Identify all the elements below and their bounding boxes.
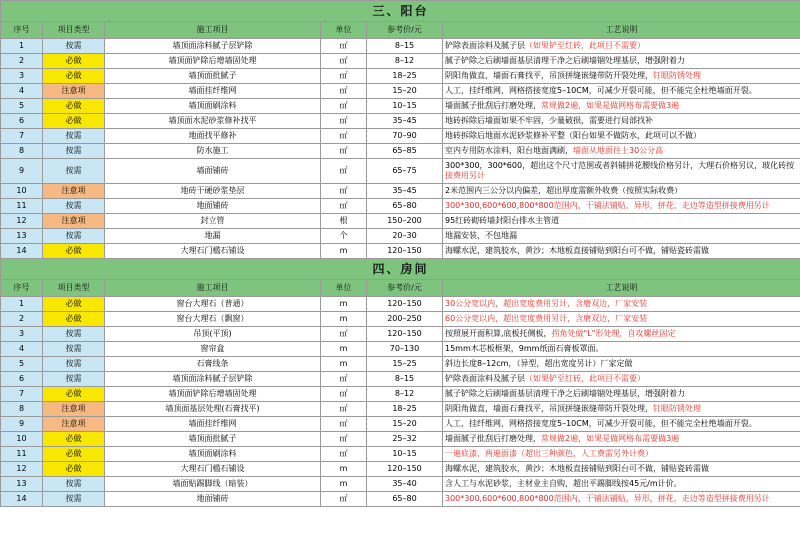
- row-number: 2: [1, 312, 43, 327]
- row-unit: m: [321, 357, 367, 372]
- table-row: [1, 297, 800, 312]
- table-row: [1, 447, 800, 462]
- row-description: [443, 477, 800, 492]
- table-row: [1, 159, 800, 184]
- row-number: 1: [1, 39, 43, 54]
- row-unit: ㎡: [321, 432, 367, 447]
- row-type: 必做: [43, 54, 105, 69]
- row-description: [443, 342, 800, 357]
- row-item: 大理石门槛石铺设: [105, 462, 321, 477]
- row-item: 地漏: [105, 229, 321, 244]
- description-text: 地砖拆除后墙面如果不牢固，少量破损，需要进行局部找补: [445, 116, 653, 125]
- table-row: [1, 229, 800, 244]
- row-type: 按需: [43, 357, 105, 372]
- section-title: 三、阳台: [1, 1, 800, 22]
- row-type: 必做: [43, 297, 105, 312]
- table-row: [1, 214, 800, 229]
- row-type: 按需: [43, 199, 105, 214]
- table-row: [1, 372, 800, 387]
- row-description: [443, 297, 800, 312]
- description-highlight: 30公分宽以内，超出宽度费用另计，含磨双边，厂家安装: [445, 299, 648, 308]
- description-highlight: 常规做2遍，如果是做网格布需要做3遍: [541, 101, 680, 110]
- header-price: 参考价/元: [367, 280, 443, 297]
- row-description: [443, 144, 800, 159]
- row-item: 大理石门槛石铺设: [105, 244, 321, 259]
- header-item: 施工项目: [105, 280, 321, 297]
- row-unit: ㎡: [321, 54, 367, 69]
- row-description: [443, 214, 800, 229]
- description-highlight: 60公分宽以内，超出宽度费用另计，含磨双边，厂家安装: [445, 314, 648, 323]
- description-highlight: （如果铲至红砖，此项目不需要）: [525, 374, 645, 383]
- row-price: 8–12: [367, 387, 443, 402]
- row-unit: m: [321, 477, 367, 492]
- row-item: 窗台大理石（飘窗）: [105, 312, 321, 327]
- row-number: 2: [1, 54, 43, 69]
- description-text: 室内专用防水涂料，阳台地面满刷，: [445, 146, 573, 155]
- header-type: 项目类型: [43, 280, 105, 297]
- row-item: 墙顶面批腻子: [105, 432, 321, 447]
- description-highlight: 钉眼防锈处理: [653, 71, 701, 80]
- row-unit: ㎡: [321, 447, 367, 462]
- row-price: 120–150: [367, 297, 443, 312]
- section-title-row: [1, 259, 800, 280]
- row-number: 13: [1, 229, 43, 244]
- row-description: [443, 159, 800, 184]
- row-type: 按需: [43, 492, 105, 507]
- row-number: 4: [1, 342, 43, 357]
- table-row: [1, 39, 800, 54]
- row-item: 墙顶面刷涂料: [105, 99, 321, 114]
- row-unit: ㎡: [321, 144, 367, 159]
- row-type: 按需: [43, 129, 105, 144]
- row-unit: ㎡: [321, 199, 367, 214]
- row-description: [443, 199, 800, 214]
- description-text: 15mm木芯板框架，9mm纸面石膏板罩面。: [445, 344, 604, 353]
- description-text: 300*300，300*600，超出这个尺寸范围或者斜铺拼花腰线价格另计，大理石价格另议，玻化砖按: [445, 161, 795, 170]
- row-price: 65–75: [367, 159, 443, 184]
- row-number: 6: [1, 114, 43, 129]
- row-unit: ㎡: [321, 402, 367, 417]
- row-price: 65–85: [367, 144, 443, 159]
- row-unit: ㎡: [321, 387, 367, 402]
- row-unit: ㎡: [321, 327, 367, 342]
- row-description: [443, 99, 800, 114]
- row-number: 4: [1, 84, 43, 99]
- row-unit: ㎡: [321, 39, 367, 54]
- row-price: 70–130: [367, 342, 443, 357]
- header-type: 项目类型: [43, 22, 105, 39]
- description-highlight: 一遍底漆，两遍面漆（超出三种颜色，人工费需另外计费）: [445, 449, 653, 458]
- row-price: 8–15: [367, 39, 443, 54]
- row-type: 按需: [43, 144, 105, 159]
- section-title: 四、房间: [1, 259, 800, 280]
- header-row: [1, 22, 800, 39]
- row-number: 14: [1, 244, 43, 259]
- row-unit: 根: [321, 214, 367, 229]
- table-row: [1, 199, 800, 214]
- row-type: 注意项: [43, 214, 105, 229]
- table-row: [1, 129, 800, 144]
- row-type: 按需: [43, 342, 105, 357]
- row-number: 9: [1, 417, 43, 432]
- row-description: [443, 54, 800, 69]
- table-row: [1, 244, 800, 259]
- row-item: 墙顶面水泥砂浆修补找平: [105, 114, 321, 129]
- table-row: [1, 357, 800, 372]
- row-description: [443, 387, 800, 402]
- row-unit: ㎡: [321, 99, 367, 114]
- row-number: 3: [1, 69, 43, 84]
- row-description: [443, 69, 800, 84]
- description-highlight: 接费用另计: [445, 171, 485, 180]
- row-item: 墙顶面基层处理(石膏找平): [105, 402, 321, 417]
- description-text: 地漏安装，不包地漏: [445, 231, 517, 240]
- row-price: 20–30: [367, 229, 443, 244]
- row-description: [443, 462, 800, 477]
- row-type: 必做: [43, 114, 105, 129]
- row-description: [443, 229, 800, 244]
- row-item: 石膏线条: [105, 357, 321, 372]
- row-item: 墙顶面涂料腻子层铲除: [105, 372, 321, 387]
- table-row: [1, 327, 800, 342]
- description-text: 斜边长度8–12cm，（异型，超出宽度另计）厂家定做: [445, 359, 633, 368]
- row-number: 8: [1, 144, 43, 159]
- row-price: 35–45: [367, 184, 443, 199]
- row-price: 8–12: [367, 54, 443, 69]
- row-description: [443, 492, 800, 507]
- row-price: 8–15: [367, 372, 443, 387]
- row-item: 封立管: [105, 214, 321, 229]
- row-type: 按需: [43, 477, 105, 492]
- row-price: 35–40: [367, 477, 443, 492]
- description-text: 腻子铲除之后刷墙面基层清理干净之后刷墙锢处理基层，增强附着力: [445, 389, 685, 398]
- table-row: [1, 99, 800, 114]
- description-text: 铲除表面涂料及腻子层: [445, 41, 525, 50]
- row-unit: ㎡: [321, 184, 367, 199]
- row-description: [443, 372, 800, 387]
- row-unit: ㎡: [321, 129, 367, 144]
- row-item: 地砖干硬砂浆垫层: [105, 184, 321, 199]
- description-highlight: 常规做2遍，如果是做网格布需要做3遍: [541, 434, 680, 443]
- description-text: 人工，挂纤维网，网格搭接宽度5–10CM，可减少开裂可能，但不能完全杜绝墙面开裂。: [445, 86, 757, 95]
- description-text: 2米范围内三公分以内偏差，超出厚度需额外收费（按照实际收费）: [445, 186, 683, 195]
- table-row: [1, 387, 800, 402]
- table-row: [1, 69, 800, 84]
- row-description: [443, 402, 800, 417]
- row-type: 注意项: [43, 402, 105, 417]
- row-number: 7: [1, 129, 43, 144]
- row-item: 墙面挂纤维网: [105, 417, 321, 432]
- table-row: [1, 184, 800, 199]
- row-item: 墙顶面铲除后增墙固处理: [105, 387, 321, 402]
- description-text: 阴阳角做直，墙面石膏找平，吊顶拼缝嵌缝带防开裂处理，: [445, 404, 653, 413]
- description-text: 地砖拆除后地面水泥砂浆修补平整（阳台如果不做防水，此项可以不做）: [445, 131, 701, 140]
- row-type: 必做: [43, 432, 105, 447]
- row-price: 120–150: [367, 244, 443, 259]
- row-item: 墙顶面涂料腻子层铲除: [105, 39, 321, 54]
- table-row: [1, 492, 800, 507]
- row-unit: m: [321, 342, 367, 357]
- row-type: 注意项: [43, 184, 105, 199]
- table-row: [1, 84, 800, 99]
- table-row: [1, 54, 800, 69]
- description-text: 腻子铲除之后刷墙面基层清理干净之后刷墙锢处理基层，增强附着力: [445, 56, 685, 65]
- row-item: 墙顶面铲除后增墙固处理: [105, 54, 321, 69]
- row-price: 150–200: [367, 214, 443, 229]
- row-unit: 个: [321, 229, 367, 244]
- description-text: 铲除表面涂料及腻子层: [445, 374, 525, 383]
- row-type: 必做: [43, 99, 105, 114]
- header-unit: 单位: [321, 280, 367, 297]
- row-item: 窗台大理石（普通）: [105, 297, 321, 312]
- row-number: 10: [1, 432, 43, 447]
- table-row: [1, 462, 800, 477]
- header-desc: 工艺说明: [443, 22, 800, 39]
- row-item: 地面铺砖: [105, 199, 321, 214]
- row-number: 12: [1, 462, 43, 477]
- row-type: 必做: [43, 462, 105, 477]
- row-description: [443, 327, 800, 342]
- row-type: 必做: [43, 244, 105, 259]
- table-row: [1, 417, 800, 432]
- row-item: 防水施工: [105, 144, 321, 159]
- row-price: 15–20: [367, 84, 443, 99]
- row-unit: ㎡: [321, 372, 367, 387]
- row-item: 墙顶面刷涂料: [105, 447, 321, 462]
- row-type: 按需: [43, 39, 105, 54]
- row-price: 10–15: [367, 447, 443, 462]
- row-number: 7: [1, 387, 43, 402]
- row-number: 6: [1, 372, 43, 387]
- row-item: 地面找平修补: [105, 129, 321, 144]
- header-unit: 单位: [321, 22, 367, 39]
- row-number: 5: [1, 99, 43, 114]
- row-number: 12: [1, 214, 43, 229]
- row-type: 按需: [43, 229, 105, 244]
- row-type: 注意项: [43, 417, 105, 432]
- description-text: 海螺水泥，建筑胶水，黄沙；木地板直接铺贴到阳台可不做，铺贴瓷砖需做: [445, 464, 709, 473]
- row-unit: ㎡: [321, 114, 367, 129]
- table-row: [1, 114, 800, 129]
- row-unit: ㎡: [321, 492, 367, 507]
- row-price: 200–250: [367, 312, 443, 327]
- row-price: 120–150: [367, 462, 443, 477]
- row-item: 墙顶面批腻子: [105, 69, 321, 84]
- description-highlight: 300*300,600*600,800*800范围内，干铺法铺贴，异形，拼花，走边等造型拼接费用另计: [445, 201, 770, 210]
- row-price: 70–90: [367, 129, 443, 144]
- row-unit: ㎡: [321, 417, 367, 432]
- row-description: [443, 244, 800, 259]
- row-price: 18–25: [367, 402, 443, 417]
- row-type: 注意项: [43, 84, 105, 99]
- row-unit: ㎡: [321, 69, 367, 84]
- row-description: [443, 417, 800, 432]
- row-price: 65–80: [367, 199, 443, 214]
- header-num: 序号: [1, 22, 43, 39]
- row-type: 必做: [43, 312, 105, 327]
- row-description: [443, 129, 800, 144]
- table-row: [1, 312, 800, 327]
- row-unit: m: [321, 462, 367, 477]
- row-description: [443, 357, 800, 372]
- row-price: 25–32: [367, 432, 443, 447]
- description-text: 海螺水泥，建筑胶水，黄沙；木地板直接铺贴到阳台可不做，铺贴瓷砖需做: [445, 246, 709, 255]
- row-number: 11: [1, 447, 43, 462]
- description-text: 阴阳角做直，墙面石膏找平，吊顶拼缝嵌缝带防开裂处理，: [445, 71, 653, 80]
- table-row: [1, 477, 800, 492]
- table-row: [1, 342, 800, 357]
- description-text: 墙面腻子批刮后打磨处理，: [445, 101, 541, 110]
- row-unit: ㎡: [321, 84, 367, 99]
- table-row: [1, 144, 800, 159]
- row-type: 按需: [43, 159, 105, 184]
- row-number: 14: [1, 492, 43, 507]
- description-highlight: 钉眼防锈处理: [653, 404, 701, 413]
- description-highlight: （如果铲至红砖，此项目不需要）: [525, 41, 645, 50]
- row-price: 35–45: [367, 114, 443, 129]
- description-text: 含人工与水泥砂浆，主材业主自购，超出平踢脚线按45元/m计价。: [445, 479, 682, 488]
- row-item: 窗帘盒: [105, 342, 321, 357]
- row-item: 墙面贴踢脚线（暗装）: [105, 477, 321, 492]
- row-unit: m: [321, 297, 367, 312]
- row-number: 3: [1, 327, 43, 342]
- row-number: 9: [1, 159, 43, 184]
- row-number: 1: [1, 297, 43, 312]
- row-type: 必做: [43, 69, 105, 84]
- row-unit: m: [321, 244, 367, 259]
- description-highlight: 300*300,600*600,800*800范围内，干铺法铺贴，异形，拼花，走边等造型拼接费用另计: [445, 494, 770, 503]
- table-row: [1, 402, 800, 417]
- description-highlight: 墙面从地面往上30公分高: [573, 146, 664, 155]
- row-description: [443, 432, 800, 447]
- row-number: 8: [1, 402, 43, 417]
- header-row: [1, 280, 800, 297]
- row-item: 吊顶(平顶): [105, 327, 321, 342]
- row-unit: m: [321, 312, 367, 327]
- description-text: 按照展开面积算,底板托侧板，: [445, 329, 552, 338]
- row-price: 120–150: [367, 327, 443, 342]
- description-highlight: 拐角处做"L"形处理，自攻螺丝固定: [551, 329, 676, 338]
- header-price: 参考价/元: [367, 22, 443, 39]
- description-text: 人工，挂纤维网，网格搭接宽度5–10CM，可减少开裂可能，但不能完全杜绝墙面开裂。: [445, 419, 757, 428]
- row-description: [443, 84, 800, 99]
- row-number: 10: [1, 184, 43, 199]
- row-description: [443, 39, 800, 54]
- header-desc: 工艺说明: [443, 280, 800, 297]
- row-description: [443, 114, 800, 129]
- description-text: 墙面腻子批刮后打磨处理，: [445, 434, 541, 443]
- row-type: 按需: [43, 372, 105, 387]
- row-description: [443, 447, 800, 462]
- row-item: 墙面挂纤维网: [105, 84, 321, 99]
- description-text: 95红砖砌砖墙封阳台排水主管道: [445, 216, 560, 225]
- row-unit: ㎡: [321, 159, 367, 184]
- row-item: 地面铺砖: [105, 492, 321, 507]
- row-item: 墙面铺砖: [105, 159, 321, 184]
- header-item: 施工项目: [105, 22, 321, 39]
- row-type: 必做: [43, 447, 105, 462]
- row-price: 18–25: [367, 69, 443, 84]
- row-price: 15–20: [367, 417, 443, 432]
- table-row: [1, 432, 800, 447]
- row-price: 10–15: [367, 99, 443, 114]
- row-type: 按需: [43, 327, 105, 342]
- header-num: 序号: [1, 280, 43, 297]
- row-number: 5: [1, 357, 43, 372]
- row-price: 65–80: [367, 492, 443, 507]
- row-number: 11: [1, 199, 43, 214]
- row-price: 15–25: [367, 357, 443, 372]
- row-description: [443, 312, 800, 327]
- section-title-row: [1, 1, 800, 22]
- row-number: 13: [1, 477, 43, 492]
- row-type: 必做: [43, 387, 105, 402]
- row-description: [443, 184, 800, 199]
